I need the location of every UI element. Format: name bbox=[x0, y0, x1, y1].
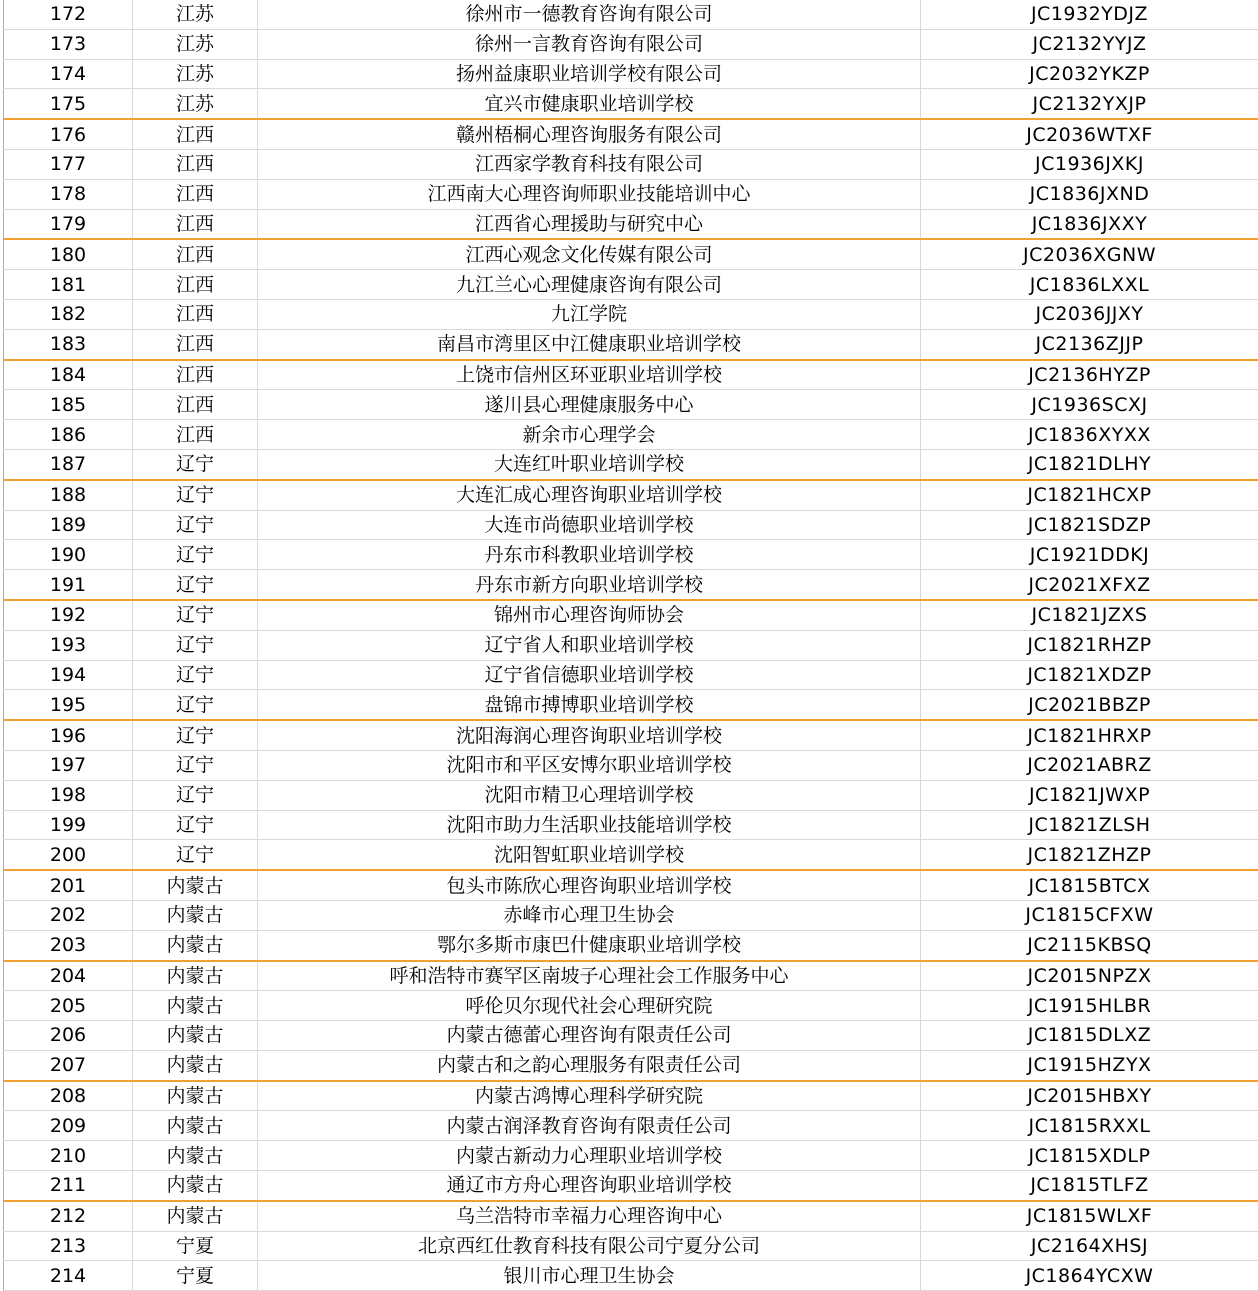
row-number-cell: 196 bbox=[4, 720, 133, 750]
province-cell: 辽宁 bbox=[133, 510, 258, 540]
code-cell: JC1821SDZP bbox=[921, 510, 1258, 540]
row-number-cell: 203 bbox=[4, 930, 133, 960]
code-cell: JC1815XDLP bbox=[921, 1141, 1258, 1171]
code-cell: JC1815DLXZ bbox=[921, 1021, 1258, 1051]
table-row bbox=[4, 209, 1258, 239]
province-cell: 江西 bbox=[133, 209, 258, 239]
table-row bbox=[4, 1141, 1258, 1171]
table-row bbox=[4, 720, 1258, 750]
organization-cell: 内蒙古鸿博心理科学研究院 bbox=[258, 1081, 921, 1111]
province-cell: 江苏 bbox=[133, 29, 258, 59]
province-cell: 辽宁 bbox=[133, 840, 258, 870]
organization-cell: 内蒙古德蕾心理咨询有限责任公司 bbox=[258, 1021, 921, 1051]
table-row bbox=[4, 0, 1258, 29]
row-number-cell: 206 bbox=[4, 1021, 133, 1051]
code-cell: JC1821JZXS bbox=[921, 600, 1258, 630]
table-row bbox=[4, 179, 1258, 209]
organization-cell: 内蒙古润泽教育咨询有限责任公司 bbox=[258, 1111, 921, 1141]
province-cell: 辽宁 bbox=[133, 540, 258, 570]
organization-cell: 大连汇成心理咨询职业培训学校 bbox=[258, 480, 921, 510]
code-cell: JC1932YDJZ bbox=[921, 0, 1258, 29]
province-cell: 辽宁 bbox=[133, 630, 258, 660]
code-cell: JC1864YCXW bbox=[921, 1261, 1258, 1291]
province-cell: 内蒙古 bbox=[133, 1141, 258, 1171]
row-number-cell: 210 bbox=[4, 1141, 133, 1171]
province-cell: 江西 bbox=[133, 270, 258, 300]
table-row bbox=[4, 29, 1258, 59]
row-number-cell: 182 bbox=[4, 299, 133, 329]
table-row bbox=[4, 1171, 1258, 1201]
table-row bbox=[4, 870, 1258, 900]
code-cell: JC2036JJXY bbox=[921, 299, 1258, 329]
organization-cell: 呼和浩特市赛罕区南坡子心理社会工作服务中心 bbox=[258, 961, 921, 991]
table-row bbox=[4, 1021, 1258, 1051]
province-cell: 辽宁 bbox=[133, 570, 258, 600]
table-row bbox=[4, 1201, 1258, 1231]
code-cell: JC2164XHSJ bbox=[921, 1231, 1258, 1261]
row-number-cell: 181 bbox=[4, 270, 133, 300]
organization-cell: 赤峰市心理卫生协会 bbox=[258, 900, 921, 930]
province-cell: 江西 bbox=[133, 420, 258, 450]
row-number-cell: 189 bbox=[4, 510, 133, 540]
organization-cell: 沈阳市和平区安博尔职业培训学校 bbox=[258, 750, 921, 780]
row-number-cell: 211 bbox=[4, 1171, 133, 1201]
organization-cell: 宜兴市健康职业培训学校 bbox=[258, 89, 921, 119]
row-number-cell: 188 bbox=[4, 480, 133, 510]
table-row bbox=[4, 239, 1258, 269]
row-number-cell: 184 bbox=[4, 360, 133, 390]
organization-cell: 沈阳海润心理咨询职业培训学校 bbox=[258, 720, 921, 750]
province-cell: 内蒙古 bbox=[133, 1050, 258, 1080]
province-cell: 江苏 bbox=[133, 89, 258, 119]
province-cell: 江西 bbox=[133, 299, 258, 329]
organization-cell: 遂川县心理健康服务中心 bbox=[258, 390, 921, 420]
organization-cell: 江西家学教育科技有限公司 bbox=[258, 149, 921, 179]
organization-cell: 内蒙古新动力心理职业培训学校 bbox=[258, 1141, 921, 1171]
province-cell: 辽宁 bbox=[133, 480, 258, 510]
code-cell: JC1815TLFZ bbox=[921, 1171, 1258, 1201]
row-number-cell: 180 bbox=[4, 239, 133, 269]
table-row bbox=[4, 270, 1258, 300]
code-cell: JC2132YYJZ bbox=[921, 29, 1258, 59]
row-number-cell: 178 bbox=[4, 179, 133, 209]
table-row bbox=[4, 1111, 1258, 1141]
code-cell: JC1821XDZP bbox=[921, 660, 1258, 690]
province-cell: 江西 bbox=[133, 119, 258, 149]
code-cell: JC1836JXND bbox=[921, 179, 1258, 209]
row-number-cell: 175 bbox=[4, 89, 133, 119]
organization-cell: 赣州梧桐心理咨询服务有限公司 bbox=[258, 119, 921, 149]
organization-cell: 丹东市科教职业培训学校 bbox=[258, 540, 921, 570]
code-cell: JC2021BBZP bbox=[921, 690, 1258, 720]
province-cell: 江西 bbox=[133, 329, 258, 359]
code-cell: JC1936JXKJ bbox=[921, 149, 1258, 179]
code-cell: JC2132YXJP bbox=[921, 89, 1258, 119]
table-body bbox=[4, 0, 1258, 1291]
code-cell: JC2021XFXZ bbox=[921, 570, 1258, 600]
province-cell: 江西 bbox=[133, 390, 258, 420]
province-cell: 辽宁 bbox=[133, 660, 258, 690]
organization-cell: 南昌市湾里区中江健康职业培训学校 bbox=[258, 329, 921, 359]
row-number-cell: 208 bbox=[4, 1081, 133, 1111]
code-cell: JC2136HYZP bbox=[921, 360, 1258, 390]
organization-cell: 乌兰浩特市幸福力心理咨询中心 bbox=[258, 1201, 921, 1231]
province-cell: 辽宁 bbox=[133, 780, 258, 810]
row-number-cell: 192 bbox=[4, 600, 133, 630]
row-number-cell: 176 bbox=[4, 119, 133, 149]
organization-cell: 包头市陈欣心理咨询职业培训学校 bbox=[258, 870, 921, 900]
code-cell: JC1821ZHZP bbox=[921, 840, 1258, 870]
province-cell: 内蒙古 bbox=[133, 870, 258, 900]
table-row bbox=[4, 540, 1258, 570]
row-number-cell: 207 bbox=[4, 1050, 133, 1080]
province-cell: 内蒙古 bbox=[133, 961, 258, 991]
table-row bbox=[4, 119, 1258, 149]
organization-cell: 沈阳市助力生活职业技能培训学校 bbox=[258, 810, 921, 840]
code-cell: JC1821ZLSH bbox=[921, 810, 1258, 840]
organization-cell: 徐州一言教育咨询有限公司 bbox=[258, 29, 921, 59]
row-number-cell: 177 bbox=[4, 149, 133, 179]
organization-cell: 银川市心理卫生协会 bbox=[258, 1261, 921, 1291]
organization-cell: 丹东市新方向职业培训学校 bbox=[258, 570, 921, 600]
organization-cell: 辽宁省信德职业培训学校 bbox=[258, 660, 921, 690]
organization-cell: 通辽市方舟心理咨询职业培训学校 bbox=[258, 1171, 921, 1201]
code-cell: JC2032YKZP bbox=[921, 59, 1258, 89]
row-number-cell: 183 bbox=[4, 329, 133, 359]
row-number-cell: 195 bbox=[4, 690, 133, 720]
organization-cell: 江西心观念文化传媒有限公司 bbox=[258, 239, 921, 269]
row-number-cell: 198 bbox=[4, 780, 133, 810]
row-number-cell: 174 bbox=[4, 59, 133, 89]
province-cell: 江苏 bbox=[133, 0, 258, 29]
province-cell: 辽宁 bbox=[133, 690, 258, 720]
province-cell: 江西 bbox=[133, 360, 258, 390]
table-row bbox=[4, 59, 1258, 89]
organization-cell: 沈阳智虹职业培训学校 bbox=[258, 840, 921, 870]
table-row bbox=[4, 600, 1258, 630]
code-cell: JC1821HRXP bbox=[921, 720, 1258, 750]
province-cell: 辽宁 bbox=[133, 810, 258, 840]
code-cell: JC2015HBXY bbox=[921, 1081, 1258, 1111]
code-cell: JC2015NPZX bbox=[921, 961, 1258, 991]
province-cell: 内蒙古 bbox=[133, 930, 258, 960]
row-number-cell: 194 bbox=[4, 660, 133, 690]
organization-cell: 九江兰心心理健康咨询有限公司 bbox=[258, 270, 921, 300]
row-number-cell: 186 bbox=[4, 420, 133, 450]
table-row bbox=[4, 570, 1258, 600]
organization-cell: 徐州市一德教育咨询有限公司 bbox=[258, 0, 921, 29]
code-cell: JC1936SCXJ bbox=[921, 390, 1258, 420]
province-cell: 江西 bbox=[133, 239, 258, 269]
row-number-cell: 212 bbox=[4, 1201, 133, 1231]
code-cell: JC1815CFXW bbox=[921, 900, 1258, 930]
province-cell: 内蒙古 bbox=[133, 1111, 258, 1141]
organization-cell: 江西南大心理咨询师职业技能培训中心 bbox=[258, 179, 921, 209]
code-cell: JC1836LXXL bbox=[921, 270, 1258, 300]
table-row bbox=[4, 420, 1258, 450]
code-cell: JC1821JWXP bbox=[921, 780, 1258, 810]
row-number-cell: 209 bbox=[4, 1111, 133, 1141]
province-cell: 内蒙古 bbox=[133, 991, 258, 1021]
code-cell: JC1815BTCX bbox=[921, 870, 1258, 900]
province-cell: 辽宁 bbox=[133, 720, 258, 750]
code-cell: JC1815RXXL bbox=[921, 1111, 1258, 1141]
province-cell: 辽宁 bbox=[133, 600, 258, 630]
table-row bbox=[4, 360, 1258, 390]
province-cell: 辽宁 bbox=[133, 449, 258, 479]
code-cell: JC2115KBSQ bbox=[921, 930, 1258, 960]
province-cell: 内蒙古 bbox=[133, 1021, 258, 1051]
organization-cell: 呼伦贝尔现代社会心理研究院 bbox=[258, 991, 921, 1021]
table-row bbox=[4, 660, 1258, 690]
organization-cell: 盘锦市搏博职业培训学校 bbox=[258, 690, 921, 720]
organization-cell: 上饶市信州区环亚职业培训学校 bbox=[258, 360, 921, 390]
organization-cell: 沈阳市精卫心理培训学校 bbox=[258, 780, 921, 810]
code-cell: JC1921DDKJ bbox=[921, 540, 1258, 570]
organization-cell: 大连红叶职业培训学校 bbox=[258, 449, 921, 479]
row-number-cell: 201 bbox=[4, 870, 133, 900]
row-number-cell: 172 bbox=[4, 0, 133, 29]
table-row bbox=[4, 1261, 1258, 1291]
table-row bbox=[4, 630, 1258, 660]
organization-cell: 新余市心理学会 bbox=[258, 420, 921, 450]
province-cell: 宁夏 bbox=[133, 1261, 258, 1291]
province-cell: 辽宁 bbox=[133, 750, 258, 780]
table-row bbox=[4, 329, 1258, 359]
table-row bbox=[4, 810, 1258, 840]
province-cell: 内蒙古 bbox=[133, 1081, 258, 1111]
table-row bbox=[4, 149, 1258, 179]
row-number-cell: 200 bbox=[4, 840, 133, 870]
code-cell: JC1815WLXF bbox=[921, 1201, 1258, 1231]
organization-cell: 扬州益康职业培训学校有限公司 bbox=[258, 59, 921, 89]
organization-cell: 九江学院 bbox=[258, 299, 921, 329]
row-number-cell: 214 bbox=[4, 1261, 133, 1291]
row-number-cell: 187 bbox=[4, 449, 133, 479]
organization-cell: 锦州市心理咨询师协会 bbox=[258, 600, 921, 630]
code-cell: JC2136ZJJP bbox=[921, 329, 1258, 359]
table-row bbox=[4, 961, 1258, 991]
organization-cell: 北京西红仕教育科技有限公司宁夏分公司 bbox=[258, 1231, 921, 1261]
row-number-cell: 173 bbox=[4, 29, 133, 59]
table-row bbox=[4, 299, 1258, 329]
table-row bbox=[4, 750, 1258, 780]
table-row bbox=[4, 930, 1258, 960]
code-cell: JC1821RHZP bbox=[921, 630, 1258, 660]
table-row bbox=[4, 480, 1258, 510]
row-number-cell: 197 bbox=[4, 750, 133, 780]
table-row bbox=[4, 449, 1258, 479]
table-row bbox=[4, 89, 1258, 119]
row-number-cell: 204 bbox=[4, 961, 133, 991]
table-row bbox=[4, 510, 1258, 540]
code-cell: JC2036XGNW bbox=[921, 239, 1258, 269]
row-number-cell: 191 bbox=[4, 570, 133, 600]
province-cell: 江苏 bbox=[133, 59, 258, 89]
row-number-cell: 179 bbox=[4, 209, 133, 239]
row-number-cell: 193 bbox=[4, 630, 133, 660]
code-cell: JC1821HCXP bbox=[921, 480, 1258, 510]
code-cell: JC1821DLHY bbox=[921, 449, 1258, 479]
row-number-cell: 205 bbox=[4, 991, 133, 1021]
code-cell: JC2036WTXF bbox=[921, 119, 1258, 149]
registry-table bbox=[3, 0, 1258, 1291]
code-cell: JC1915HLBR bbox=[921, 991, 1258, 1021]
table-row bbox=[4, 1081, 1258, 1111]
province-cell: 内蒙古 bbox=[133, 1201, 258, 1231]
organization-cell: 辽宁省人和职业培训学校 bbox=[258, 630, 921, 660]
table-row bbox=[4, 390, 1258, 420]
table-row bbox=[4, 780, 1258, 810]
row-number-cell: 190 bbox=[4, 540, 133, 570]
row-number-cell: 213 bbox=[4, 1231, 133, 1261]
table-row bbox=[4, 840, 1258, 870]
province-cell: 江西 bbox=[133, 149, 258, 179]
province-cell: 江西 bbox=[133, 179, 258, 209]
organization-cell: 鄂尔多斯市康巴什健康职业培训学校 bbox=[258, 930, 921, 960]
code-cell: JC1836XYXX bbox=[921, 420, 1258, 450]
table-row bbox=[4, 991, 1258, 1021]
table-row bbox=[4, 900, 1258, 930]
organization-cell: 江西省心理援助与研究中心 bbox=[258, 209, 921, 239]
code-cell: JC2021ABRZ bbox=[921, 750, 1258, 780]
table-row bbox=[4, 690, 1258, 720]
organization-cell: 大连市尚德职业培训学校 bbox=[258, 510, 921, 540]
table-row bbox=[4, 1050, 1258, 1080]
organization-cell: 内蒙古和之韵心理服务有限责任公司 bbox=[258, 1050, 921, 1080]
row-number-cell: 202 bbox=[4, 900, 133, 930]
code-cell: JC1915HZYX bbox=[921, 1050, 1258, 1080]
code-cell: JC1836JXXY bbox=[921, 209, 1258, 239]
row-number-cell: 185 bbox=[4, 390, 133, 420]
table-row bbox=[4, 1231, 1258, 1261]
row-number-cell: 199 bbox=[4, 810, 133, 840]
province-cell: 宁夏 bbox=[133, 1231, 258, 1261]
province-cell: 内蒙古 bbox=[133, 900, 258, 930]
province-cell: 内蒙古 bbox=[133, 1171, 258, 1201]
